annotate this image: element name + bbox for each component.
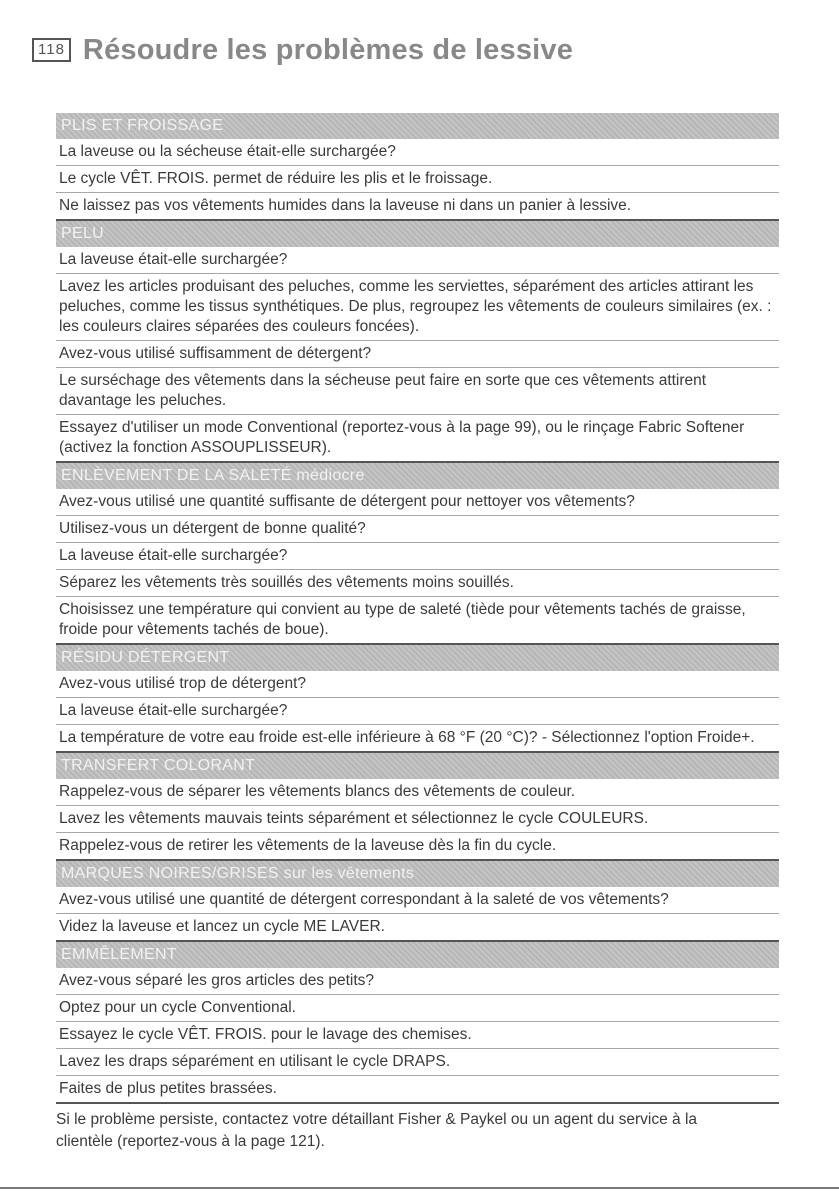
list-item: Lavez les draps séparément en utilisant le cycle DRAPS. — [56, 1049, 779, 1076]
page-number: 118 — [32, 38, 71, 62]
list-item: Avez-vous séparé les gros articles des petits? — [56, 968, 779, 995]
section-items — [56, 247, 779, 463]
section-items — [56, 779, 779, 861]
list-item: Lavez les articles produisant des peluches, comme les serviettes, séparément des articles attirant les peluches, comme les tissus synthétiques. De plus, regroupez les vêtements de couleurs similaires (ex. : les couleurs claires séparées des couleurs foncées). — [56, 274, 779, 341]
section-heading: TRANSFERT COLORANT — [56, 753, 779, 779]
list-item: Utilisez-vous un détergent de bonne qualité? — [56, 516, 779, 543]
page-header — [32, 30, 573, 70]
list-item: Essayez le cycle VÊT. FROIS. pour le lavage des chemises. — [56, 1022, 779, 1049]
footer-note: Si le problème persiste, contactez votre détaillant Fisher & Paykel ou un agent du service à la clientèle (reportez-vous à la page 121). — [56, 1111, 698, 1150]
section-heading: RÉSIDU DÉTERGENT — [56, 645, 779, 671]
list-item: La température de votre eau froide est-elle inférieure à 68 °F (20 °C)? - Sélectionnez l'option Froide+. — [56, 725, 779, 753]
section-items — [56, 489, 779, 645]
list-item: Avez-vous utilisé trop de détergent? — [56, 671, 779, 698]
section-items — [56, 968, 779, 1104]
list-item: Choisissez une température qui convient au type de saleté (tiède pour vêtements tachés de graisse, froide pour vêtements tachés de boue). — [56, 597, 779, 645]
list-item: La laveuse était-elle surchargée? — [56, 698, 779, 725]
list-item: La laveuse était-elle surchargée? — [56, 247, 779, 274]
list-item: Ne laissez pas vos vêtements humides dans la laveuse ni dans un panier à lessive. — [56, 193, 779, 221]
section-items — [56, 671, 779, 753]
section-heading: PELU — [56, 221, 779, 247]
list-item: Le surséchage des vêtements dans la sécheuse peut faire en sorte que ces vêtements attirent davantage les peluches. — [56, 368, 779, 415]
list-item: Faites de plus petites brassées. — [56, 1076, 779, 1104]
page-title: Résoudre les problèmes de lessive — [82, 33, 574, 66]
list-item: La laveuse était-elle surchargée? — [56, 543, 779, 570]
list-item: Optez pour un cycle Conventional. — [56, 995, 779, 1022]
section-items — [56, 139, 779, 221]
list-item: Essayez d'utiliser un mode Conventional (reportez-vous à la page 99), ou le rinçage Fabric Softener (activez la fonction ASSOUPLISSEUR). — [56, 415, 779, 463]
list-item: Lavez les vêtements mauvais teints séparément et sélectionnez le cycle COULEURS. — [56, 806, 779, 833]
list-item: Avez-vous utilisé une quantité suffisante de détergent pour nettoyer vos vêtements? — [56, 489, 779, 516]
bottom-divider — [0, 1187, 839, 1189]
list-item: Le cycle VÊT. FROIS. permet de réduire les plis et le froissage. — [56, 166, 779, 193]
section-items — [56, 887, 779, 942]
list-item: Rappelez-vous de retirer les vêtements de la laveuse dès la fin du cycle. — [56, 833, 779, 861]
list-item: Avez-vous utilisé suffisamment de détergent? — [56, 341, 779, 368]
section-heading: MARQUES NOIRES/GRISES sur les vêtements — [56, 861, 779, 887]
section-heading: EMMÊLEMENT — [56, 942, 779, 968]
section-heading: PLIS ET FROISSAGE — [56, 113, 779, 139]
troubleshooting-table — [56, 113, 779, 1104]
list-item: Rappelez-vous de séparer les vêtements blancs des vêtements de couleur. — [56, 779, 779, 806]
list-item: La laveuse ou la sécheuse était-elle surchargée? — [56, 139, 779, 166]
list-item: Videz la laveuse et lancez un cycle ME LAVER. — [56, 914, 779, 942]
section-heading: ENLÈVEMENT DE LA SALETÉ médiocre — [56, 463, 779, 489]
list-item: Avez-vous utilisé une quantité de détergent correspondant à la saleté de vos vêtements? — [56, 887, 779, 914]
list-item: Séparez les vêtements très souillés des vêtements moins souillés. — [56, 570, 779, 597]
